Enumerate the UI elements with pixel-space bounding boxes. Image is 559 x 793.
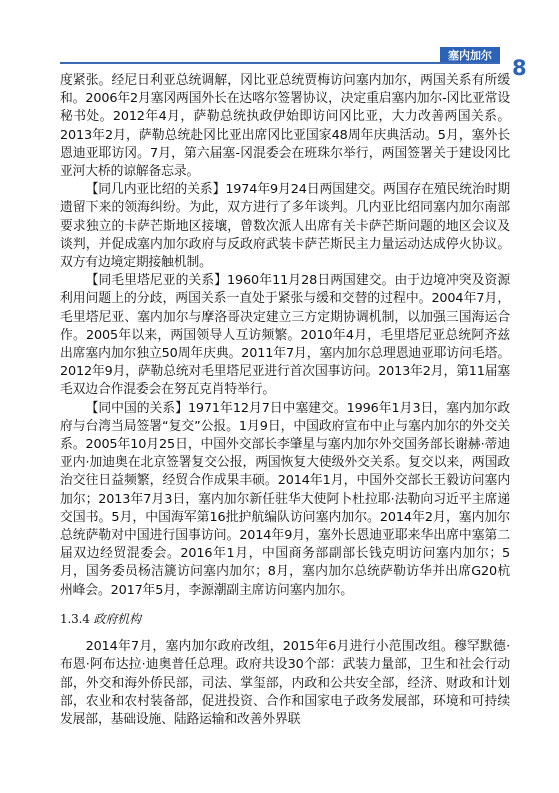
paragraph-body: 1960年11月28日两国建交。由于边境冲突及资源利用问题上的分歧，两国关系一直处于紧张与缓和交替的过程中。2004年7月，毛里塔尼亚、塞内加尔与摩洛哥决定建立三方定期协调机制，以加强三国海运合作。2005年以来，两国领导人互访频繁。2010年4月，毛里塔尼亚总统阿齐兹出席塞内加尔独立50周年庆典。2011年7月，塞内加尔总理恩迪亚耶访问毛塔。2012年9月，萨勒总统对毛里塔尼亚进行首次国事访问。2013年2月，第11届塞毛双边合作混委会在努瓦克肖特举行。 <box>60 273 511 398</box>
page-number: 8 <box>512 56 527 80</box>
paragraph-body: 1974年9月24日两国建交。两国存在殖民统治时期遗留下来的领海纠纷。为此，双方进行了多年谈判。几内亚比绍同塞内加尔南部要求独立的卡萨芒斯地区接壤，曾数次派人出席有关卡萨芒斯问题的地区会议及谈判，并促成塞内加尔政府与反政府武装卡萨芒斯民主力量运动达成停火协议。双方有边境定期接触机制。 <box>60 182 510 271</box>
paragraph-government: 2014年7月，塞内加尔政府改组，2015年6月进行小范围改组。穆罕默德·布恩·阿布达拉·迪奥普任总理。政府共设30个部：武装力量部，卫生和社会行动部，外交和海外侨民部，司法、掌玺部，内政和公共安全部，经济、财政和计划部，农业和农村装备部，促进投资、合作和国家电子政务发展部，环境和可持续发展部，基础设施、陆路运输和改善外界联 <box>60 639 510 727</box>
section-number: 1.3.4 <box>60 611 90 626</box>
paragraph-mauritania <box>60 272 510 399</box>
paragraph-gambia-continued: 度紧张。经尼日利亚总统调解，冈比亚总统贾梅访问塞内加尔，两国关系有所缓和。2006年2月塞冈两国外长在达喀尔签署协议，决定重启塞内加尔-冈比亚常设秘书处。2012年4月，萨勒总统执政伊始即访问冈比亚，大力改善两国关系。2013年2月，萨勒总统赴冈比亚出席冈比亚国家48周年庆典活动。5月，塞外长恩迪亚耶访冈。7月，第六届塞-冈混委会在班珠尔举行，两国签署关于建设冈比亚河大桥的谅解备忘录。 <box>60 73 510 180</box>
paragraph-lead: 【同中国的关系】 <box>85 400 188 416</box>
header-rule <box>60 62 500 64</box>
paragraph-china <box>60 400 510 600</box>
section-heading <box>60 610 510 628</box>
paragraph-body: 1971年12月7日中塞建交。1996年1月3日，塞内加尔政府与台湾当局签署“复交”公报。1月9日，中国政府宣布中止与塞内加尔的外交关系。2005年10月25日，中国外交部长李肇星与塞内加尔外交国务部长谢赫·蒂迪亚内·加迪奥在北京签署复交公报，两国恢复大使级外交关系。复交以来，两国政治交往日益频繁，经贸合作成果丰硕。2014年1月，中国外交部长王毅访问塞内加尔；2013年7月3日，塞内加尔新任驻华大使阿卜杜拉耶·法勒向习近平主席递交国书。5月，中国海军第16批护航编队访问塞内加尔。2014年2月，塞内加尔总统萨勒对中国进行国事访问。2014年9月，塞外长恩迪亚耶来华出席中塞第二届双边经贸混委会。2016年1月，中国商务部副部长钱克明访问塞内加尔；5月，国务委员杨洁篪访问塞内加尔；8月，塞内加尔总统萨勒访华并出席G20杭州峰会。2017年5月，李源潮副主席访问塞内加尔。 <box>60 400 511 598</box>
paragraph-lead: 【同毛里塔尼亚的关系】 <box>85 273 228 289</box>
page-body <box>60 72 510 729</box>
section-heading-title: 政府机构 <box>93 611 141 626</box>
section-title: 塞内加尔 <box>448 49 492 62</box>
paragraph-guinea-bissau <box>60 181 510 272</box>
paragraph-lead: 【同几内亚比绍的关系】 <box>85 182 226 198</box>
page-header <box>0 0 559 80</box>
